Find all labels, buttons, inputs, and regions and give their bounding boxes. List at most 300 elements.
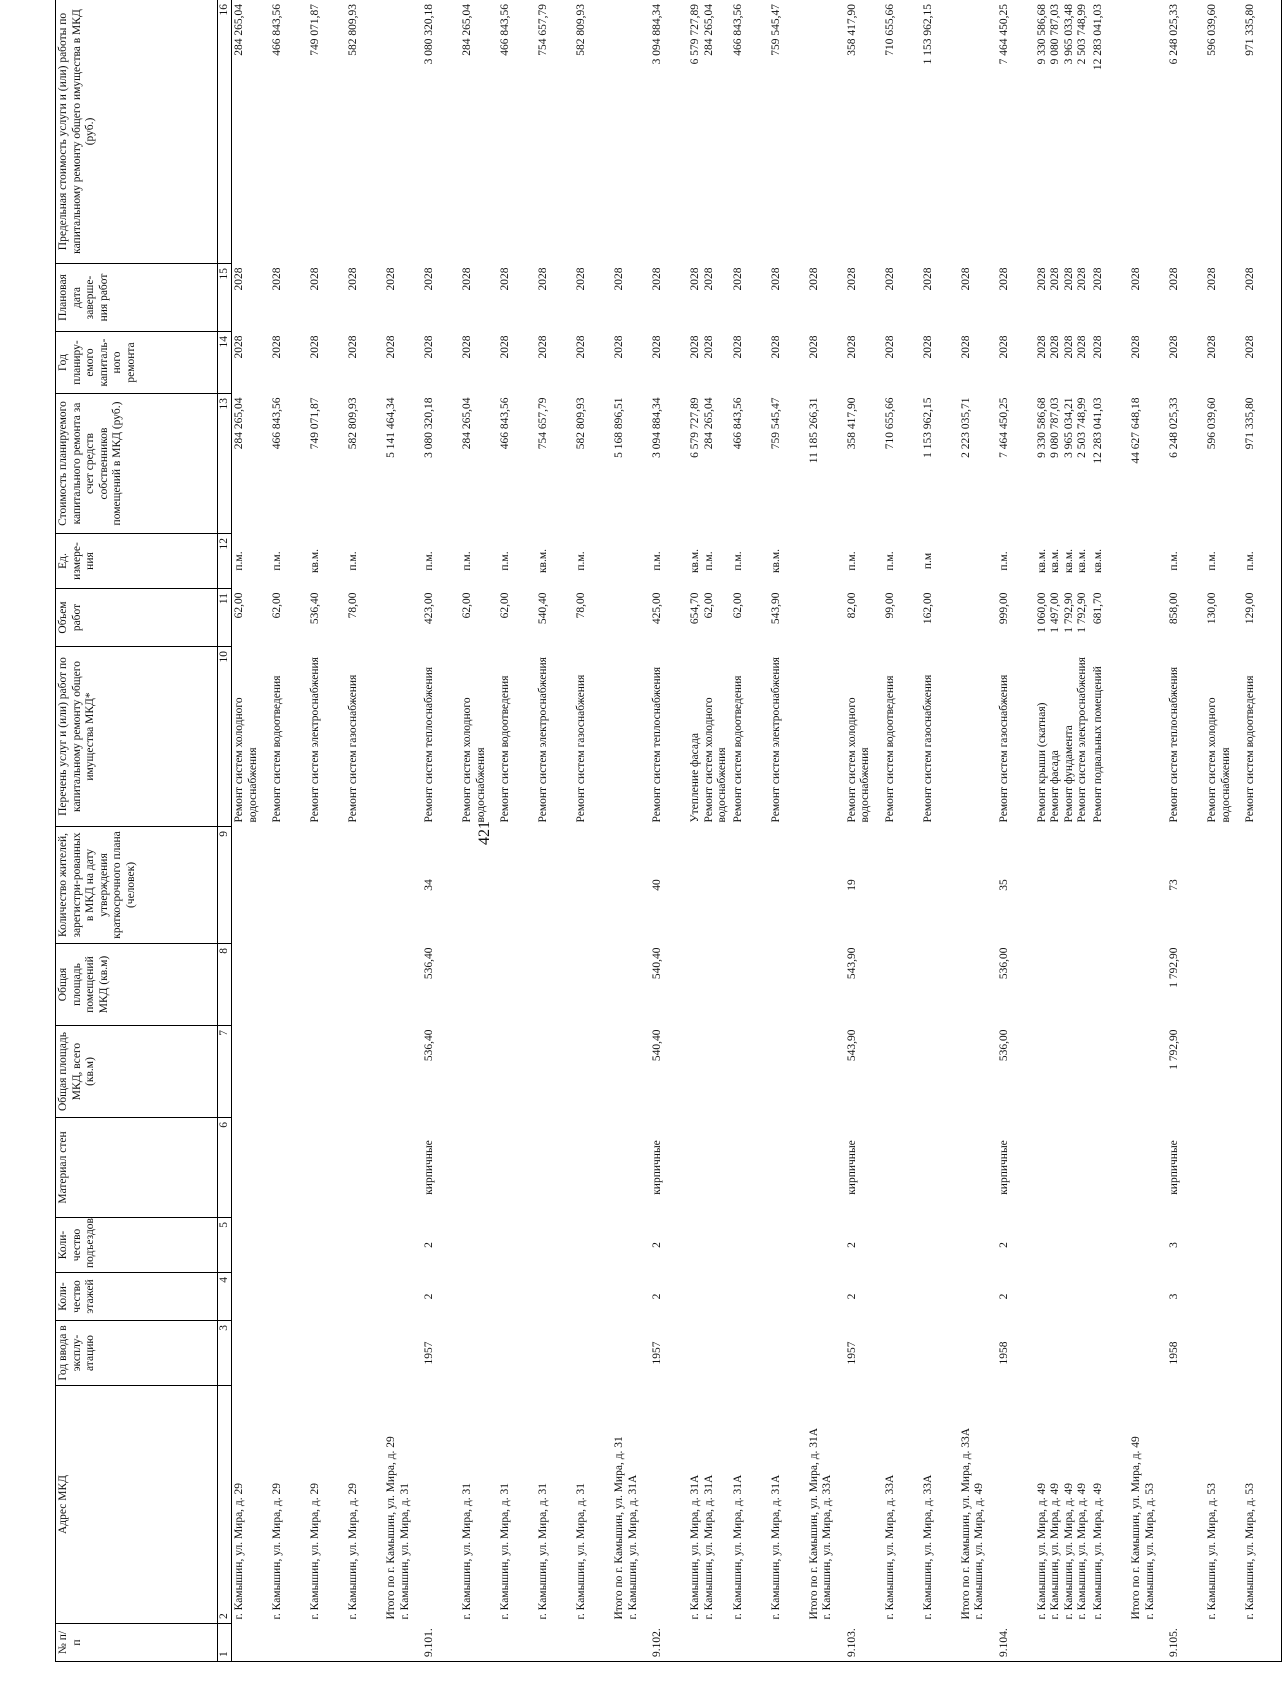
cell-col-10: Ремонт систем холодного водоснабжения	[1205, 697, 1232, 823]
cell-col-2	[422, 1386, 460, 1624]
cell-col-16: 284 265,04	[232, 0, 271, 264]
table-row	[688, 0, 731, 1662]
cell-col-5: 2	[423, 1242, 435, 1248]
cell-col-12: п.м	[921, 552, 934, 570]
cell-col-9: 19	[845, 879, 858, 891]
cell-col-4	[1035, 1273, 1091, 1321]
cell-col-9: 35	[997, 879, 1010, 891]
cell-col-3	[346, 1321, 384, 1386]
cell-line: 3 965 034,21	[1062, 397, 1075, 458]
cell-col-1	[574, 1624, 612, 1662]
cell-col-12	[688, 534, 731, 589]
cell-line: 284 265,04	[702, 397, 715, 450]
cell-col-4	[731, 1273, 769, 1321]
cell-col-1	[1129, 1624, 1167, 1662]
column-header-11: Объем работ	[56, 589, 218, 647]
cell-col-15: 2028	[997, 267, 1010, 291]
cell-col-1	[1091, 1624, 1129, 1662]
cell-col-11: 130,00	[1205, 592, 1218, 625]
cell-col-13: 3 080 320,18	[423, 397, 435, 458]
cell-col-15: 2028	[233, 267, 245, 291]
cell-col-13: 2 223 035,71	[959, 397, 972, 458]
cell-col-8	[270, 944, 308, 1026]
cell-col-9: 34	[423, 879, 435, 891]
cell-line: 2028	[702, 335, 715, 359]
cell-line: Ремонт систем электроснабжения	[1076, 657, 1089, 823]
cell-col-4	[612, 1273, 650, 1321]
cell-col-13: 12 283 041,03	[1091, 397, 1104, 464]
capital-repair-plan-table	[55, 0, 1282, 1662]
cell-col-2	[384, 1386, 422, 1624]
cell-col-8	[346, 944, 384, 1026]
cell-col-6	[346, 1118, 384, 1218]
cell-col-4	[308, 1273, 346, 1321]
cell-col-4	[883, 1273, 921, 1321]
cell-col-3	[883, 1321, 921, 1386]
cell-col-9	[498, 827, 536, 944]
cell-col-12: кв.м.	[309, 548, 321, 574]
cell-col-7	[232, 1026, 271, 1118]
cell-col-6	[1129, 1118, 1167, 1218]
cell-line: г. Камышин, ул. Мира, д. 49	[1049, 1482, 1062, 1620]
header-row	[56, 0, 218, 1662]
cell-col-6	[883, 1118, 921, 1218]
cell-line: кв.м.	[1062, 548, 1075, 574]
cell-col-7: 1 792,90	[1167, 1029, 1180, 1070]
cell-col-8	[612, 944, 650, 1026]
cell-col-13: 358 417,90	[845, 397, 858, 450]
cell-col-13: 466 843,56	[731, 397, 744, 450]
cell-col-9	[612, 827, 650, 944]
cell-col-6	[498, 1118, 536, 1218]
table-row	[612, 0, 650, 1662]
table-row	[536, 0, 574, 1662]
table-row	[997, 0, 1035, 1662]
cell-col-11: 858,00	[1167, 592, 1180, 625]
cell-col-3	[959, 1321, 997, 1386]
cell-col-15: 2028	[1091, 267, 1104, 291]
cell-line: 1 792,90	[1062, 592, 1075, 633]
column-header-2: Адрес МКД	[56, 1386, 218, 1624]
column-header-12: Ед. измере-ния	[56, 534, 218, 589]
cell-col-3	[536, 1321, 574, 1386]
cell-col-14: 2028	[233, 335, 245, 359]
cell-col-4	[688, 1273, 731, 1321]
column-number-2: 2	[218, 1386, 232, 1624]
table-row	[845, 0, 883, 1662]
cell-col-1	[1205, 1624, 1243, 1662]
column-header-4: Коли-чество этажей	[56, 1273, 218, 1321]
cell-col-11: 62,00	[731, 592, 744, 619]
cell-col-11: 536,40	[309, 592, 321, 625]
cell-col-11: 423,00	[423, 592, 435, 625]
cell-col-12: п.м.	[883, 551, 896, 571]
cell-col-2	[807, 1386, 845, 1624]
cell-col-16: 6 248 025,33	[1167, 0, 1205, 264]
cell-col-11	[959, 589, 997, 647]
cell-col-13: 5 141 464,34	[385, 397, 397, 458]
cell-col-5	[921, 1218, 959, 1273]
cell-col-7	[612, 1026, 650, 1118]
cell-col-5: 2	[845, 1242, 858, 1248]
cell-col-13: 596 039,60	[1205, 397, 1218, 450]
cell-col-16	[959, 0, 997, 264]
cell-col-16: 749 071,87	[308, 0, 346, 264]
table-row	[232, 0, 271, 1662]
cell-col-10: Ремонт систем водоотведения	[271, 675, 283, 823]
cell-col-6	[769, 1118, 807, 1218]
column-header-16: Предельная стоимость услуги и (или) работы по капитальному ремонту общего имущества в МКД (руб.)	[56, 0, 218, 264]
cell-col-7	[1091, 1026, 1129, 1118]
cell-col-1	[232, 1624, 271, 1662]
cell-col-9	[574, 827, 612, 944]
cell-col-2: г. Камышин, ул. Мира, д. 29	[309, 1482, 321, 1620]
column-number-4: 4	[218, 1273, 232, 1321]
cell-col-13: 284 265,04	[461, 397, 473, 450]
cell-col-13: 582 809,93	[575, 397, 587, 450]
cell-line: кв.м.	[1076, 548, 1089, 574]
cell-col-3	[270, 1321, 308, 1386]
cell-col-8	[498, 944, 536, 1026]
cell-col-16	[612, 0, 650, 264]
cell-col-6	[1035, 1118, 1091, 1218]
cell-line: г. Камышин, ул. Мира, д. 31А	[702, 1474, 715, 1620]
cell-line: 2028	[689, 267, 701, 291]
cell-col-15: 2028	[1243, 264, 1282, 332]
table-row	[1167, 0, 1205, 1662]
table-row	[883, 0, 921, 1662]
cell-col-11: 62,00	[499, 592, 511, 619]
cell-col-14: 2028	[997, 335, 1010, 359]
cell-col-7	[688, 1026, 731, 1118]
cell-line: 2 503 748,99	[1076, 4, 1089, 65]
cell-col-3	[1205, 1321, 1243, 1386]
cell-line: Итого по г. Камышин, ул. Мира, д. 33А	[959, 1427, 972, 1620]
cell-col-7	[1243, 1026, 1282, 1118]
cell-col-1: 9.105.	[1167, 1624, 1205, 1662]
cell-col-12	[1129, 534, 1167, 589]
column-header-7: Общая площадь МКД, всего (кв.м)	[56, 1026, 218, 1118]
cell-col-11: 62,00	[271, 592, 283, 619]
cell-line: Утепление фасада	[689, 733, 701, 823]
cell-col-11: 540,40	[537, 592, 549, 625]
cell-col-6	[959, 1118, 997, 1218]
cell-line: г. Камышин, ул. Мира, д. 31А	[689, 1474, 701, 1620]
cell-col-9	[308, 827, 346, 944]
cell-col-8	[688, 944, 731, 1026]
cell-col-13	[688, 394, 731, 534]
cell-col-1: 9.101.	[422, 1624, 460, 1662]
cell-col-8: 536,40	[423, 947, 435, 980]
cell-col-16	[384, 0, 422, 264]
cell-col-12: п.м.	[651, 551, 663, 571]
cell-col-6: кирпичные	[651, 1140, 663, 1195]
cell-col-1	[688, 1624, 731, 1662]
cell-col-6	[536, 1118, 574, 1218]
table-row	[346, 0, 384, 1662]
cell-col-14: 2028	[1205, 335, 1218, 359]
cell-col-12	[959, 534, 997, 589]
cell-col-3: 1957	[845, 1341, 858, 1365]
cell-col-15: 2028	[769, 267, 782, 291]
cell-col-10	[688, 647, 731, 827]
cell-col-14: 2028	[731, 335, 744, 359]
cell-col-3	[308, 1321, 346, 1386]
cell-col-4	[498, 1273, 536, 1321]
cell-line: кв.м.	[1049, 548, 1062, 574]
cell-col-2	[959, 1386, 997, 1624]
cell-col-11: 99,00	[883, 592, 896, 619]
cell-col-5: 2	[651, 1242, 663, 1248]
cell-col-4	[270, 1273, 308, 1321]
cell-col-14: 2028	[769, 335, 782, 359]
cell-col-11	[1129, 589, 1167, 647]
cell-col-2	[650, 1386, 688, 1624]
cell-col-3: 1958	[1167, 1341, 1180, 1365]
cell-col-14: 2028	[271, 335, 283, 359]
column-header-13: Стоимость планируемого капитального ремонта за счет средств собственников помещений в МКД (руб.)	[56, 394, 218, 534]
column-number-7: 7	[218, 1026, 232, 1118]
table-row	[769, 0, 807, 1662]
cell-col-8	[1129, 944, 1167, 1026]
cell-col-16	[688, 0, 731, 264]
cell-line: 9 080 787,03	[1049, 397, 1062, 458]
cell-col-13: 754 657,79	[537, 397, 549, 450]
cell-col-15: 2028	[385, 267, 397, 291]
cell-col-5	[1205, 1218, 1243, 1273]
cell-col-14: 2028	[651, 335, 663, 359]
cell-col-14	[1035, 332, 1091, 394]
cell-col-10	[612, 647, 650, 827]
column-number-15: 15	[218, 264, 232, 332]
cell-col-3	[1035, 1321, 1091, 1386]
cell-col-10: Ремонт систем водоотведения	[1243, 647, 1282, 827]
cell-col-5	[688, 1218, 731, 1273]
cell-line: 2028	[1049, 267, 1062, 291]
cell-col-7	[346, 1026, 384, 1118]
column-header-5: Коли-чество подъездов	[56, 1218, 218, 1273]
cell-line: Ремонт фасада	[1049, 750, 1062, 823]
cell-line: 2028	[1076, 267, 1089, 291]
cell-col-15: 2028	[1205, 267, 1218, 291]
cell-col-5	[460, 1218, 498, 1273]
cell-col-12: п.м.	[575, 551, 587, 571]
cell-col-8	[460, 944, 498, 1026]
cell-col-9: 73	[1167, 879, 1180, 891]
cell-col-16: 358 417,90	[845, 0, 883, 264]
cell-col-13: 971 335,80	[1243, 394, 1282, 534]
cell-col-15: 2028	[499, 267, 511, 291]
cell-col-7	[536, 1026, 574, 1118]
cell-col-2: г. Камышин, ул. Мира, д. 33А	[921, 1474, 934, 1620]
cell-col-16: 1 153 962,15	[921, 0, 959, 264]
cell-col-6	[308, 1118, 346, 1218]
cell-col-8	[232, 944, 271, 1026]
cell-col-6: кирпичные	[1167, 1140, 1180, 1195]
cell-col-5	[1243, 1218, 1282, 1273]
cell-col-12	[1035, 534, 1091, 589]
cell-col-2: г. Камышин, ул. Мира, д. 29	[271, 1482, 283, 1620]
cell-col-7: 536,00	[997, 1029, 1010, 1062]
cell-col-16: 582 809,93	[574, 0, 612, 264]
cell-col-16: 582 809,93	[346, 0, 384, 264]
table-row	[1243, 0, 1282, 1662]
cell-col-16: 710 655,66	[883, 0, 921, 264]
cell-col-12: п.м.	[499, 551, 511, 571]
cell-col-1	[921, 1624, 959, 1662]
cell-line: 2028	[702, 267, 715, 291]
cell-col-9	[731, 827, 769, 944]
cell-col-4	[921, 1273, 959, 1321]
cell-col-2: г. Камышин, ул. Мира, д. 49	[1091, 1482, 1104, 1620]
cell-col-2: г. Камышин, ул. Мира, д. 29	[347, 1482, 359, 1620]
cell-col-1	[346, 1624, 384, 1662]
cell-col-6	[460, 1118, 498, 1218]
cell-col-13: 5 168 896,51	[613, 397, 625, 458]
column-header-14: Год планиру-емого капиталь-ного ремонта	[56, 332, 218, 394]
cell-col-16: 596 039,60	[1205, 0, 1243, 264]
cell-col-2	[1167, 1386, 1205, 1624]
cell-col-5	[574, 1218, 612, 1273]
cell-col-9	[1091, 827, 1129, 944]
cell-line: 9 080 787,03	[1049, 4, 1062, 65]
cell-col-16: 7 464 450,25	[997, 0, 1035, 264]
cell-col-10: Ремонт систем теплоснабжения	[651, 666, 663, 823]
column-number-5: 5	[218, 1218, 232, 1273]
cell-col-15: 2028	[959, 267, 972, 291]
cell-col-5	[232, 1218, 271, 1273]
cell-col-16: 3 080 320,18	[422, 0, 460, 264]
cell-col-15: 2028	[309, 267, 321, 291]
cell-col-2	[845, 1386, 883, 1624]
cell-col-2	[612, 1386, 650, 1624]
cell-col-13: 7 464 450,25	[997, 397, 1010, 458]
cell-col-16: 971 335,80	[1243, 0, 1282, 264]
cell-col-6	[232, 1118, 271, 1218]
cell-line: кв.м.	[1035, 548, 1048, 574]
cell-col-5	[883, 1218, 921, 1273]
cell-col-4	[1205, 1273, 1243, 1321]
cell-col-11	[612, 589, 650, 647]
cell-col-9	[1129, 827, 1167, 944]
cell-col-1	[612, 1624, 650, 1662]
cell-col-8	[769, 944, 807, 1026]
cell-col-12: п.м.	[233, 551, 245, 571]
cell-col-3	[807, 1321, 845, 1386]
column-header-3: Год ввода в эксплу-атацию	[56, 1321, 218, 1386]
cell-line: г. Камышин, ул. Мира, д. 31А	[626, 1474, 639, 1620]
cell-col-10: Ремонт систем холодного водоснабжения	[461, 697, 487, 823]
cell-col-13: 1 153 962,15	[921, 397, 934, 458]
cell-col-8	[883, 944, 921, 1026]
cell-col-16: 466 843,56	[498, 0, 536, 264]
cell-col-5	[270, 1218, 308, 1273]
cell-col-8	[731, 944, 769, 1026]
cell-col-16: 466 843,56	[731, 0, 769, 264]
cell-col-4	[346, 1273, 384, 1321]
cell-col-13	[1035, 394, 1091, 534]
cell-line: 62,00	[702, 592, 715, 619]
cell-col-9	[1035, 827, 1091, 944]
cell-col-10: Ремонт систем теплоснабжения	[1167, 666, 1180, 823]
cell-col-6	[688, 1118, 731, 1218]
cell-col-11: 543,90	[769, 592, 782, 625]
cell-col-13: 6 248 025,33	[1167, 397, 1180, 458]
rotated-table-page	[55, 0, 1256, 1662]
cell-line: 3 965 033,48	[1062, 4, 1075, 65]
table-row	[1091, 0, 1129, 1662]
cell-col-2: г. Камышин, ул. Мира, д. 31А	[731, 1474, 744, 1620]
cell-col-16: 466 843,56	[270, 0, 308, 264]
cell-col-14: 2028	[613, 335, 625, 359]
column-header-10: Перечень услуг и (или) работ по капитальному ремонту общего имущества МКД*	[56, 647, 218, 827]
table-row	[650, 0, 688, 1662]
table-row	[807, 0, 845, 1662]
cell-line: Ремонт систем холодного водоснабжения	[702, 697, 729, 823]
cell-line: п.м.	[702, 551, 715, 571]
cell-col-7: 540,40	[651, 1029, 663, 1062]
cell-line: Итого по г. Камышин, ул. Мира, д. 31	[613, 1436, 625, 1620]
cell-line: Ремонт крыши (скатная)	[1035, 702, 1048, 823]
cell-col-12: п.м.	[731, 551, 744, 571]
cell-col-13: 749 071,87	[309, 397, 321, 450]
cell-col-15: 2028	[807, 267, 820, 291]
cell-col-3	[1091, 1321, 1129, 1386]
cell-col-10: Ремонт систем водоотведения	[731, 675, 744, 823]
cell-col-15: 2028	[731, 267, 744, 291]
cell-col-16: 759 545,47	[769, 0, 807, 264]
cell-col-9	[769, 827, 807, 944]
cell-col-6: кирпичные	[845, 1140, 858, 1195]
cell-col-6: кирпичные	[997, 1140, 1010, 1195]
cell-col-13: 11 185 266,31	[807, 397, 820, 464]
cell-col-11	[688, 589, 731, 647]
cell-col-7	[498, 1026, 536, 1118]
cell-col-5	[612, 1218, 650, 1273]
cell-col-14: 2028	[921, 335, 934, 359]
cell-col-10	[1035, 647, 1091, 827]
cell-col-11	[807, 589, 845, 647]
cell-line: г. Камышин, ул. Мира, д. 31	[398, 1482, 411, 1620]
cell-line: 6 579 727,89	[689, 4, 701, 65]
cell-col-4: 2	[423, 1293, 435, 1300]
column-number-8: 8	[218, 944, 232, 1026]
cell-col-3	[731, 1321, 769, 1386]
cell-col-15: 2028	[1167, 267, 1180, 291]
cell-col-6	[731, 1118, 769, 1218]
cell-col-1: 9.102.	[650, 1624, 688, 1662]
cell-col-5: 3	[1167, 1242, 1180, 1248]
cell-col-12: п.м.	[997, 551, 1010, 571]
column-number-10: 10	[218, 647, 232, 827]
cell-col-14: 2028	[537, 335, 549, 359]
cell-col-1: 9.103.	[845, 1624, 883, 1662]
cell-col-3	[769, 1321, 807, 1386]
cell-col-15: 2028	[651, 267, 663, 291]
cell-col-9	[536, 827, 574, 944]
cell-line: 2028	[1049, 335, 1062, 359]
cell-col-3	[1243, 1321, 1282, 1386]
cell-col-14: 2028	[461, 335, 473, 359]
cell-line: 2028	[689, 335, 701, 359]
cell-col-15: 2028	[271, 267, 283, 291]
cell-line: 2028	[1062, 267, 1075, 291]
cell-col-9	[921, 827, 959, 944]
table-row	[422, 0, 460, 1662]
cell-col-5	[807, 1218, 845, 1273]
cell-col-15: 2028	[845, 267, 858, 291]
cell-col-12: кв.м.	[1091, 548, 1104, 574]
